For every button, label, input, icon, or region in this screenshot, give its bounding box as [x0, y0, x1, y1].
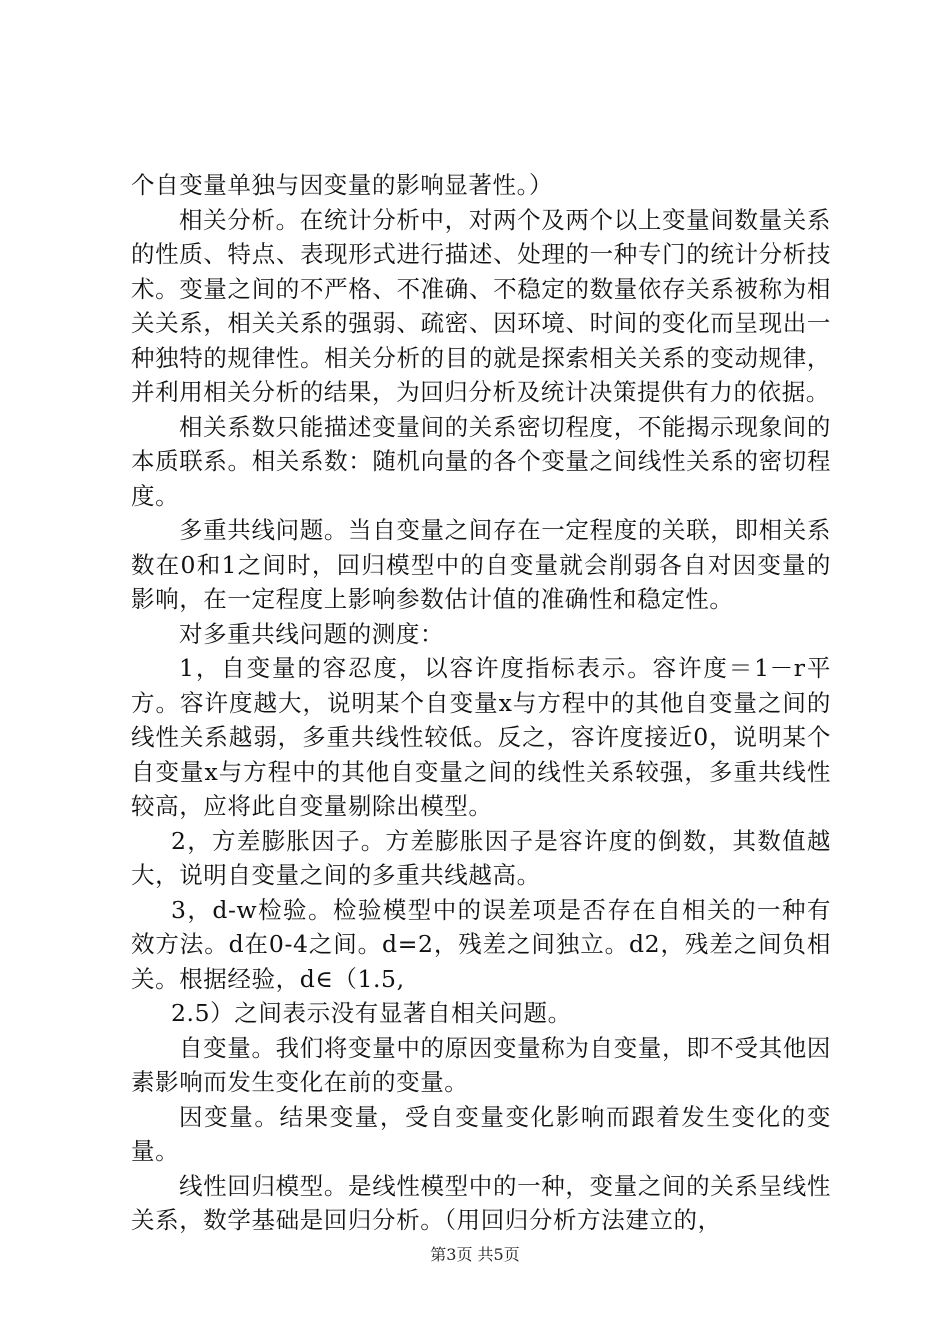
- paragraph-dw-range: 2.5）之间表示没有显著自相关问题。: [171, 999, 572, 1027]
- page-number-label: 第3页 共5页: [430, 1245, 520, 1264]
- paragraph-linear-regression: 线性回归模型。是线性模型中的一种，变量之间的关系呈线性关系，数学基础是回归分析。（用回归分析方法建立的，: [131, 1171, 831, 1234]
- paragraph-multicollinearity: 多重共线问题。当自变量之间存在一定程度的关联，即相关系数在0和1之间时，回归模型中的自变量就会削弱各自对因变量的影响，在一定程度上影响参数估计值的准确性和稳定性。: [131, 516, 831, 613]
- paragraph-continuation: 个自变量单独与因变量的影响显著性。）: [131, 171, 554, 199]
- page-footer: [0, 1242, 950, 1265]
- paragraph-dw-test: 3，d-w检验。检验模型中的误差项是否存在自相关的一种有效方法。d在0-4之间。d=2，残差之间独立。d2，残差之间负相关。根据经验，d∈（1.5,: [131, 895, 831, 993]
- paragraph-dependent-variable: 因变量。结果变量，受自变量变化影响而跟着发生变化的变量。: [131, 1102, 831, 1165]
- paragraph-tolerance: 1，自变量的容忍度，以容许度指标表示。容许度＝1－r平方。容许度越大，说明某个自变量x与方程中的其他自变量之间的线性关系越弱，多重共线性较低。反之，容许度接近0，说明某个自变量x与方程中的其他自变量之间的线性关系较强，多重共线性较高，应将此自变量剔除出模型。: [131, 654, 831, 820]
- paragraph-correlation-analysis: 相关分析。在统计分析中，对两个及两个以上变量间数量关系的性质、特点、表现形式进行描述、处理的一种专门的统计分析技术。变量之间的不严格、不准确、不稳定的数量依存关系被称为相关关系，相关关系的强弱、疏密、因环境、时间的变化而呈现出一种独特的规律性。相关分析的目的就是探索相关关系的变动规律，并利用相关分析的结果，为回归分析及统计决策提供有力的依据。: [131, 205, 831, 406]
- document-body: [131, 168, 831, 1238]
- paragraph-vif: 2，方差膨胀因子。方差膨胀因子是容许度的倒数，其数值越大，说明自变量之间的多重共线越高。: [131, 826, 831, 889]
- paragraph-correlation-coefficient: 相关系数只能描述变量间的关系密切程度，不能揭示现象间的本质联系。相关系数：随机向量的各个变量之间线性关系的密切程度。: [131, 412, 831, 510]
- paragraph-independent-variable: 自变量。我们将变量中的原因变量称为自变量，即不受其他因素影响而发生变化在前的变量。: [131, 1033, 831, 1096]
- paragraph-multicollinearity-measures: 对多重共线问题的测度：: [179, 619, 445, 648]
